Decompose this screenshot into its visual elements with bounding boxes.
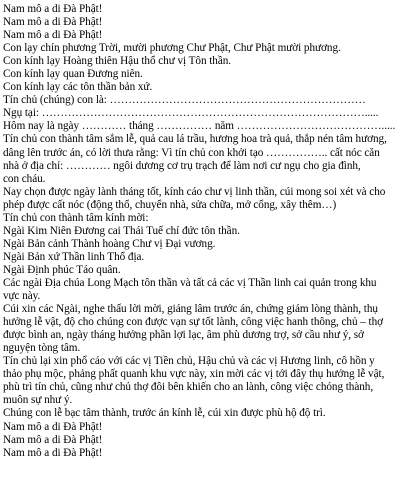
text-line: Con kính lạy các tôn thần bản xứ.	[3, 81, 153, 94]
text-line: Nam mô a di Đà Phật!	[3, 420, 103, 433]
text-line: Nam mô a di Đà Phật!	[3, 3, 103, 15]
text-line: Ngài Kim Niên Đương cai Thái Tuế chí đức tôn thần.	[3, 224, 240, 237]
text-line: Ngài Bản xứ Thần linh Thổ địa.	[3, 250, 145, 263]
text-line: phép được cất nóc (động thổ, chuyển nhà, sửa chữa, mở cổng, xây thêm…)	[3, 198, 337, 211]
text-line: vực này.	[3, 290, 41, 303]
text-line: Hôm nay là ngày ………… tháng …………… năm ………………………………….....	[3, 120, 396, 133]
text-line: nguyện tòng tâm.	[3, 342, 81, 355]
text-line: thảo phụ mộc, phảng phất quanh khu vực này, xin mời các vị tới đây thụ hưởng lễ vật,	[3, 368, 385, 381]
text-line: Ngụ tại: …………………………………………………………………………….....	[3, 107, 379, 120]
text-line: Nam mô a di Đà Phật!	[3, 29, 103, 42]
text-line: muôn sự như ý.	[3, 394, 73, 407]
text-line: Ngài Định phúc Táo quân.	[3, 263, 121, 276]
text-line: Tín chủ con thành tâm sắm lễ, quả cau lá trầu, hương hoa trà quả, thắp nén tâm hương,	[3, 133, 387, 146]
text-line: Tín chủ con thành tâm kính mời:	[3, 211, 149, 224]
text-line: hưởng lễ vật, độ cho chúng con được vạn sự tốt lành, công việc hanh thông, chủ – thợ	[3, 316, 384, 329]
text-line: Tín chủ lại xin phổ cáo với các vị Tiền chủ, Hậu chủ và các vị Hương linh, cô hồn y	[3, 355, 375, 368]
text-line: phù trì tín chủ, cũng như chủ thợ đôi bên khiến cho an lành, công việc chóng thành,	[3, 381, 374, 394]
text-line: Tín chủ (chúng) con là: ……………………………………………………………	[3, 94, 366, 107]
text-line: Các ngài Địa chúa Long Mạch tôn thần và tất cả các vị Thần linh cai quản trong khu	[3, 276, 377, 289]
text-line: Nam mô a di Đà Phật!	[3, 446, 103, 459]
text-line: Ngài Bản cảnh Thành hoàng Chư vị Đại vương.	[3, 237, 216, 250]
text-line: Nay chọn được ngày lành tháng tốt, kính cáo chư vị linh thần, cúi mong soi xét và cho	[3, 185, 386, 198]
text-line: Con lạy chín phương Trời, mười phương Chư Phật, Chư Phật mười phương.	[3, 42, 341, 55]
text-line: con cháu.	[3, 172, 46, 185]
text-line: được bình an, ngày tháng hưởng phần lợi lạc, âm phù dương trợ, sở cầu như ý, sở	[3, 329, 364, 342]
prayer-text	[3, 3, 409, 460]
text-line: Chúng con lễ bạc tâm thành, trước án kính lễ, cúi xin được phù hộ độ trì.	[3, 407, 326, 420]
text-line: Con kính lạy Hoàng thiên Hậu thổ chư vị Tôn thần.	[3, 55, 232, 68]
text-line: dâng lên trước án, có lời thưa rằng: Vì tín chủ con khởi tạo …………….. cất nóc căn	[3, 146, 380, 159]
text-line: Nam mô a di Đà Phật!	[3, 16, 103, 29]
text-line: Nam mô a di Đà Phật!	[3, 433, 103, 446]
text-line: nhà ở địa chỉ: ………… ngôi dương cơ trụ trạch để làm nơi cư ngụ cho gia đình,	[3, 159, 361, 172]
text-line: Con kính lạy quan Đương niên.	[3, 68, 143, 81]
text-line: Cúi xin các Ngài, nghe thấu lời mời, giáng lâm trước án, chứng giám lòng thành, thụ	[3, 303, 378, 316]
